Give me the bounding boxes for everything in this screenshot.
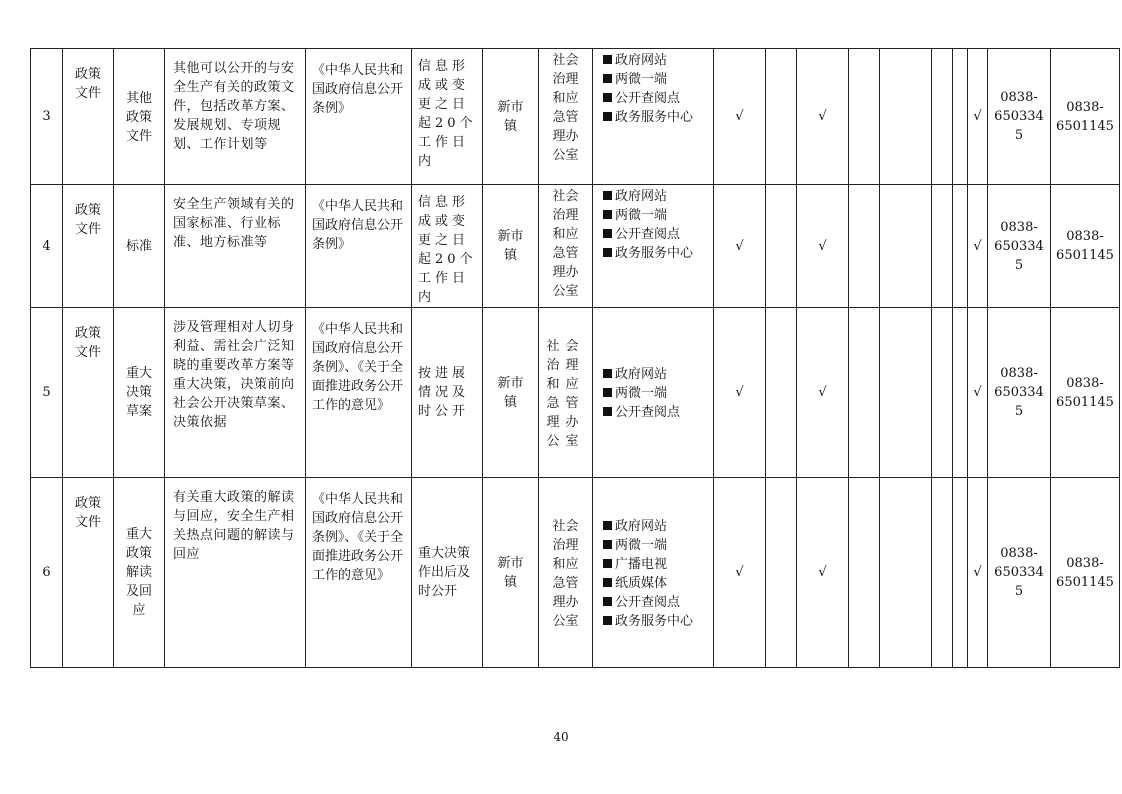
channel-item: [603, 187, 709, 206]
filled-square-icon: [603, 521, 612, 530]
department-cell: 社会 治理 和应 急管 理办 公室: [539, 478, 593, 668]
channel-item: [603, 403, 709, 422]
row-number: 3: [31, 49, 63, 185]
channel-label: 公开查阅点: [615, 91, 681, 106]
channel-item: [603, 593, 709, 612]
phone-cell-2: 0838- 6501145: [1051, 49, 1120, 185]
row-number: 4: [31, 185, 63, 308]
mark-cell: [766, 478, 797, 668]
mark-cell: √: [797, 308, 849, 478]
time-cell: 按进展情况及时公开: [412, 308, 483, 478]
filled-square-icon: [603, 248, 612, 257]
mark-cell: [880, 308, 932, 478]
content-cell: 涉及管理相对人切身利益、需社会广泛知晓的重要改革方案等重大决策，决策前向社会公开决策草案、决策依据: [165, 308, 306, 478]
subcategory-cell: 标准: [114, 185, 165, 308]
mark-cell-empty: [953, 478, 968, 668]
mark-cell: √: [714, 308, 766, 478]
mark-cell: √: [797, 49, 849, 185]
subject-cell: 新市 镇: [483, 308, 539, 478]
filled-square-icon: [603, 55, 612, 64]
department-cell: 社会 治理 和应 急管 理办 公室: [539, 185, 593, 308]
category-cell: 政策 文件: [63, 308, 114, 478]
mark-cell: √: [968, 185, 988, 308]
channel-label: 政府网站: [615, 367, 668, 382]
subject-cell: 新市 镇: [483, 478, 539, 668]
filled-square-icon: [603, 191, 612, 200]
time-cell: 信息形成或变更之日起20个工作日内: [412, 185, 483, 308]
mark-cell: √: [797, 478, 849, 668]
channels-cell: [593, 308, 714, 478]
filled-square-icon: [603, 210, 612, 219]
filled-square-icon: [603, 407, 612, 416]
channel-item: [603, 206, 709, 225]
channel-label: 政府网站: [615, 53, 668, 68]
mark-cell: √: [714, 185, 766, 308]
subcategory-cell: 其他 政策 文件: [114, 49, 165, 185]
subject-cell: 新市 镇: [483, 49, 539, 185]
content-cell: 其他可以公开的与安全生产有关的政策文件，包括改革方案、发展规划、专项规划、工作计划等: [165, 49, 306, 185]
mark-cell: √: [968, 308, 988, 478]
channel-label: 政府网站: [615, 518, 668, 534]
channel-item: [603, 225, 709, 244]
mark-cell-empty: [953, 185, 968, 308]
subcategory-cell: 重大 决策 草案: [114, 308, 165, 478]
channel-label: 公开查阅点: [615, 405, 681, 420]
channel-item: [603, 555, 709, 574]
phone-cell-1: 0838- 650334 5: [988, 478, 1051, 668]
filled-square-icon: [603, 597, 612, 606]
channel-item: [603, 70, 709, 89]
table-row: [31, 49, 1120, 185]
channel-label: 公开查阅点: [615, 594, 681, 610]
filled-square-icon: [603, 74, 612, 83]
phone-cell-2: 0838- 6501145: [1051, 308, 1120, 478]
mark-cell: [849, 478, 880, 668]
filled-square-icon: [603, 559, 612, 568]
department-cell: 社会 治理 和应 急管 理办 公室: [539, 49, 593, 185]
table-row: [31, 308, 1120, 478]
content-cell: 安全生产领域有关的国家标准、行业标准、地方标准等: [165, 185, 306, 308]
mark-cell-empty: [932, 185, 953, 308]
basis-cell: 《中华人民共和国政府信息公开条例》、《关于全面推进政务公开工作的意见》: [306, 308, 412, 478]
mark-cell-empty: [953, 308, 968, 478]
mark-cell-empty: [953, 49, 968, 185]
category-cell: 政策 文件: [63, 478, 114, 668]
phone-cell-1: 0838- 650334 5: [988, 49, 1051, 185]
department-cell: 社会 治理 和应 急管 理办 公室: [539, 308, 593, 478]
mark-cell: [849, 49, 880, 185]
channel-label: 两微一端: [615, 386, 668, 401]
category-cell: 政策 文件: [63, 185, 114, 308]
mark-cell: [880, 49, 932, 185]
row-number: 6: [31, 478, 63, 668]
mark-cell: √: [797, 185, 849, 308]
channels-cell: [593, 49, 714, 185]
mark-cell: √: [714, 478, 766, 668]
row-number: 5: [31, 308, 63, 478]
phone-cell-2: 0838- 6501145: [1051, 478, 1120, 668]
subject-cell: 新市 镇: [483, 185, 539, 308]
page-number: 40: [553, 730, 569, 744]
mark-cell: [766, 185, 797, 308]
filled-square-icon: [603, 369, 612, 378]
basis-cell: 《中华人民共和国政府信息公开条例》、《关于全面推进政务公开工作的意见》: [306, 478, 412, 668]
basis-cell: 《中华人民共和国政府信息公开条例》: [306, 49, 412, 185]
channel-label: 公开查阅点: [615, 227, 681, 242]
channel-label: 政府网站: [615, 189, 668, 204]
filled-square-icon: [603, 93, 612, 102]
channel-item: [603, 89, 709, 108]
channel-item: [603, 51, 709, 70]
channel-label: 政务服务中心: [615, 110, 694, 125]
phone-cell-1: 0838- 650334 5: [988, 185, 1051, 308]
channel-item: [603, 612, 709, 631]
subcategory-cell: 重大 政策 解读 及回 应: [114, 478, 165, 668]
filled-square-icon: [603, 112, 612, 121]
mark-cell-empty: [932, 49, 953, 185]
channel-label: 两微一端: [615, 208, 668, 223]
channels-cell: [593, 185, 714, 308]
channel-label: 政务服务中心: [615, 613, 694, 629]
time-cell: 信息形成或变更之日起20个工作日内: [412, 49, 483, 185]
channel-item: [603, 365, 709, 384]
channel-item: [603, 108, 709, 127]
channel-label: 两微一端: [615, 72, 668, 87]
time-cell: 重大决策作出后及时公开: [412, 478, 483, 668]
mark-cell: [766, 308, 797, 478]
table-row: [31, 478, 1120, 668]
mark-cell: [849, 185, 880, 308]
table-row: [31, 185, 1120, 308]
mark-cell: [849, 308, 880, 478]
filled-square-icon: [603, 540, 612, 549]
channel-item: [603, 574, 709, 593]
mark-cell-empty: [932, 308, 953, 478]
category-cell: 政策 文件: [63, 49, 114, 185]
disclosure-table: [30, 48, 1120, 668]
channel-label: 广播电视: [615, 556, 668, 572]
channel-item: [603, 517, 709, 536]
mark-cell: [880, 185, 932, 308]
mark-cell-empty: [932, 478, 953, 668]
filled-square-icon: [603, 616, 612, 625]
mark-cell: √: [968, 478, 988, 668]
channel-item: [603, 244, 709, 263]
mark-cell: √: [968, 49, 988, 185]
channel-label: 两微一端: [615, 537, 668, 553]
channel-label: 政务服务中心: [615, 246, 694, 261]
filled-square-icon: [603, 388, 612, 397]
mark-cell: [880, 478, 932, 668]
content-cell: 有关重大政策的解读与回应，安全生产相关热点问题的解读与回应: [165, 478, 306, 668]
channel-label: 纸质媒体: [615, 575, 668, 591]
channel-item: [603, 536, 709, 555]
filled-square-icon: [603, 578, 612, 587]
phone-cell-1: 0838- 650334 5: [988, 308, 1051, 478]
mark-cell: √: [714, 49, 766, 185]
phone-cell-2: 0838- 6501145: [1051, 185, 1120, 308]
channels-cell: [593, 478, 714, 668]
basis-cell: 《中华人民共和国政府信息公开条例》: [306, 185, 412, 308]
filled-square-icon: [603, 229, 612, 238]
mark-cell: [766, 49, 797, 185]
channel-item: [603, 384, 709, 403]
